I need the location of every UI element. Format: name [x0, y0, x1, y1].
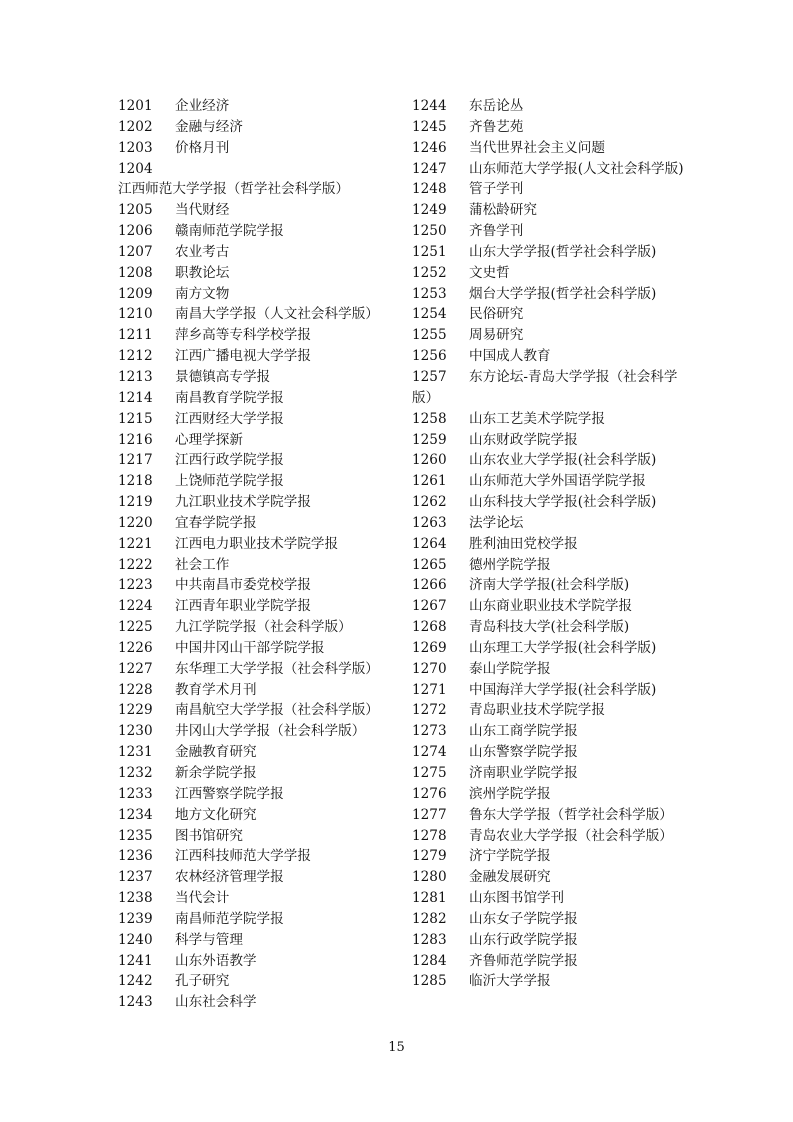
journal-entry [412, 763, 694, 784]
journal-number: 1254 [412, 306, 447, 323]
journal-title: 心理学探新 [175, 431, 243, 448]
journal-number: 1242 [118, 973, 153, 990]
journal-number: 1225 [118, 619, 153, 636]
journal-number: 1266 [412, 577, 447, 594]
journal-entry [412, 492, 694, 513]
journal-entry [118, 242, 400, 263]
journal-entry [118, 117, 400, 138]
journal-title: 山东工艺美术学院学报 [469, 410, 605, 427]
journal-entry [412, 450, 694, 471]
journal-title: 农林经济管理学报 [175, 869, 284, 886]
journal-number: 1210 [118, 306, 153, 323]
journal-number: 1217 [118, 452, 153, 469]
journal-title: 上饶师范学院学报 [175, 473, 284, 490]
journal-title: 民俗研究 [469, 306, 524, 323]
journal-title: 山东工商学院学报 [469, 723, 578, 740]
journal-number: 1283 [412, 931, 447, 948]
journal-number: 1271 [412, 681, 447, 698]
journal-title: 山东社会科学 [175, 994, 257, 1011]
journal-title: 宜春学院学报 [175, 514, 257, 531]
journal-title: 临沂大学学报 [469, 973, 551, 990]
journal-number: 1234 [118, 806, 153, 823]
journal-entry [412, 242, 694, 263]
journal-title: 江西广播电视大学学报 [175, 348, 311, 365]
journal-number: 1257 [412, 368, 447, 385]
journal-entry [118, 680, 400, 701]
journal-number: 1208 [118, 264, 153, 281]
journal-title: 江西警察学院学报 [175, 785, 284, 802]
journal-number: 1268 [412, 619, 447, 636]
journal-number: 1216 [118, 431, 153, 448]
journal-title: 孔子研究 [175, 973, 230, 990]
journal-number: 1253 [412, 285, 447, 302]
journal-number: 1260 [412, 452, 447, 469]
journal-entry [412, 596, 694, 617]
journal-entry [118, 450, 400, 471]
journal-number: 1274 [412, 744, 447, 761]
journal-title: 青岛职业技术学院学报 [469, 702, 605, 719]
journal-number: 1237 [118, 869, 153, 886]
journal-title: 图书馆研究 [175, 827, 243, 844]
journal-number: 1263 [412, 514, 447, 531]
journal-number: 1245 [412, 118, 447, 135]
left-column-list [118, 96, 400, 1013]
journal-entry [118, 846, 400, 867]
journal-entry [118, 805, 400, 826]
journal-title: 山东女子学院学报 [469, 910, 578, 927]
journal-entry [118, 200, 400, 221]
journal-number: 1223 [118, 577, 153, 594]
journal-entry [412, 409, 694, 430]
journal-title: 青岛科技大学(社会科学版) [469, 619, 630, 636]
journal-entry [118, 325, 400, 346]
journal-title: 南方文物 [175, 285, 230, 302]
journal-entry [118, 388, 400, 409]
journal-number: 1276 [412, 785, 447, 802]
journal-title: 济宁学院学报 [469, 848, 551, 865]
journal-title: 蒲松龄研究 [469, 202, 537, 219]
journal-number: 1285 [412, 973, 447, 990]
journal-entry [412, 284, 694, 305]
journal-title: 滨州学院学报 [469, 785, 551, 802]
journal-entry [412, 367, 694, 409]
journal-number: 1212 [118, 348, 153, 365]
journal-entry [118, 888, 400, 909]
journal-title: 鲁东大学学报（哲学社会科学版） [469, 806, 673, 823]
journal-number: 1215 [118, 410, 153, 427]
journal-number: 1220 [118, 514, 153, 531]
journal-number: 1284 [412, 952, 447, 969]
journal-number: 1209 [118, 285, 153, 302]
journal-title: 齐鲁学刊 [469, 223, 524, 240]
journal-title: 山东理工大学学报(社会科学版) [469, 639, 657, 656]
journal-title: 井冈山大学学报（社会科学版） [175, 723, 366, 740]
journal-number: 1207 [118, 243, 153, 260]
journal-number: 1213 [118, 368, 153, 385]
journal-number: 1235 [118, 827, 153, 844]
journal-entry [412, 263, 694, 284]
journal-title: 山东大学学报(哲学社会科学版) [469, 243, 657, 260]
journal-entry [412, 575, 694, 596]
journal-title: 南昌大学学报（人文社会科学版） [175, 306, 379, 323]
journal-number: 1203 [118, 139, 153, 156]
journal-title: 东华理工大学学报（社会科学版） [175, 660, 379, 677]
journal-title: 教育学术月刊 [175, 681, 257, 698]
journal-title: 江西电力职业技术学院学报 [175, 535, 339, 552]
journal-entry [412, 826, 694, 847]
journal-entry [412, 513, 694, 534]
journal-entry [412, 117, 694, 138]
journal-title: 济南大学学报(社会科学版) [469, 577, 630, 594]
journal-entry [412, 325, 694, 346]
journal-title: 江西财经大学学报 [175, 410, 284, 427]
journal-number: 1248 [412, 181, 447, 198]
journal-title: 江西师范大学学报（哲学社会科学版） [118, 181, 350, 198]
journal-number: 1265 [412, 556, 447, 573]
journal-entry [118, 138, 400, 159]
journal-title: 金融与经济 [175, 118, 243, 135]
journal-entry [118, 638, 400, 659]
journal-number: 1236 [118, 848, 153, 865]
journal-title: 齐鲁艺苑 [469, 118, 524, 135]
journal-entry [412, 909, 694, 930]
journal-number: 1214 [118, 389, 153, 406]
journal-entry [412, 700, 694, 721]
journal-entry [118, 867, 400, 888]
journal-number: 1233 [118, 785, 153, 802]
journal-title: 山东师范大学外国语学院学报 [469, 473, 646, 490]
journal-title: 东岳论丛 [469, 98, 524, 114]
journal-number: 1247 [412, 160, 447, 177]
journal-number: 1280 [412, 869, 447, 886]
journal-number: 1281 [412, 890, 447, 907]
journal-entry [412, 534, 694, 555]
journal-entry [118, 346, 400, 367]
journal-entry [118, 534, 400, 555]
journal-title: 中国井冈山干部学院学报 [175, 639, 325, 656]
journal-entry [118, 930, 400, 951]
journal-title: 南昌师范学院学报 [175, 910, 284, 927]
journal-title: 山东农业大学学报(社会科学版) [469, 452, 657, 469]
journal-title: 江西科技师范大学学报 [175, 848, 311, 865]
journal-entry [412, 680, 694, 701]
journal-title: 价格月刊 [175, 139, 230, 156]
journal-entry [412, 930, 694, 951]
journal-entry [412, 971, 694, 992]
journal-entry [412, 471, 694, 492]
journal-entry [118, 304, 400, 325]
journal-number: 1270 [412, 660, 447, 677]
journal-entry [118, 971, 400, 992]
journal-number: 1278 [412, 827, 447, 844]
journal-entry [412, 304, 694, 325]
journal-entry [118, 784, 400, 805]
journal-title: 金融教育研究 [175, 744, 257, 761]
journal-title: 山东财政学院学报 [469, 431, 578, 448]
journal-title: 周易研究 [469, 327, 524, 344]
journal-entry [412, 867, 694, 888]
journal-number: 1258 [412, 410, 447, 427]
journal-title: 管子学刊 [469, 181, 524, 198]
journal-number: 1273 [412, 723, 447, 740]
journal-title: 企业经济 [175, 98, 230, 114]
journal-title: 赣南师范学院学报 [175, 223, 284, 240]
journal-number: 1249 [412, 202, 447, 219]
journal-title: 新余学院学报 [175, 765, 257, 781]
journal-entry [118, 471, 400, 492]
journal-entry [412, 96, 694, 117]
journal-entry [118, 430, 400, 451]
journal-entry [412, 951, 694, 972]
journal-entry [118, 742, 400, 763]
journal-number: 1228 [118, 681, 153, 698]
journal-number: 1238 [118, 890, 153, 907]
journal-number: 1279 [412, 848, 447, 865]
journal-title: 科学与管理 [175, 931, 243, 948]
journal-entry [118, 700, 400, 721]
journal-entry [412, 346, 694, 367]
journal-entry [118, 96, 400, 117]
journal-entry [118, 159, 400, 201]
journal-entry [118, 617, 400, 638]
journal-title: 山东外语教学 [175, 952, 257, 969]
journal-number: 1259 [412, 431, 447, 448]
journal-entry [118, 513, 400, 534]
journal-number: 1251 [412, 243, 447, 260]
journal-number: 1229 [118, 702, 153, 719]
journal-number: 1222 [118, 556, 153, 573]
journal-entry [118, 409, 400, 430]
journal-entry [412, 617, 694, 638]
journal-number: 1202 [118, 118, 153, 135]
journal-number: 1282 [412, 910, 447, 927]
journal-title: 山东图书馆学刊 [469, 890, 565, 907]
journal-entry [412, 846, 694, 867]
journal-number: 1262 [412, 494, 447, 511]
journal-entry [118, 575, 400, 596]
journal-entry [412, 784, 694, 805]
journal-entry [412, 138, 694, 159]
right-column-list [412, 96, 694, 992]
journal-number: 1211 [118, 327, 153, 344]
journal-number: 1241 [118, 952, 153, 969]
journal-number: 1219 [118, 494, 153, 511]
journal-number: 1256 [412, 348, 447, 365]
journal-number: 1232 [118, 765, 153, 781]
journal-title: 中国成人教育 [469, 348, 551, 365]
page-number: 15 [388, 1040, 405, 1055]
journal-entry [412, 221, 694, 242]
journal-title: 山东师范大学学报(人文社会科学版) [469, 160, 684, 177]
journal-entry [118, 221, 400, 242]
journal-entry [412, 659, 694, 680]
journal-title: 景德镇高专学报 [175, 368, 271, 385]
journal-title: 山东科技大学学报(社会科学版) [469, 494, 657, 511]
journal-title: 中国海洋大学学报(社会科学版) [469, 681, 657, 698]
journal-number: 1269 [412, 639, 447, 656]
journal-number: 1206 [118, 223, 153, 240]
journal-entry [412, 555, 694, 576]
journal-entry [412, 200, 694, 221]
journal-number: 1218 [118, 473, 153, 490]
journal-title: 江西行政学院学报 [175, 452, 284, 469]
journal-entry [412, 179, 694, 200]
journal-number: 1231 [118, 744, 153, 761]
journal-title: 济南职业学院学报 [469, 765, 578, 781]
journal-number: 1239 [118, 910, 153, 927]
journal-title: 文史哲 [469, 264, 510, 281]
journal-entry [118, 951, 400, 972]
journal-number: 1277 [412, 806, 447, 823]
journal-number: 1264 [412, 535, 447, 552]
journal-number: 1240 [118, 931, 153, 948]
journal-entry [118, 909, 400, 930]
journal-entry [412, 888, 694, 909]
journal-title: 山东行政学院学报 [469, 931, 578, 948]
journal-title: 当代财经 [175, 202, 230, 219]
journal-title: 当代世界社会主义问题 [469, 139, 605, 156]
journal-title: 泰山学院学报 [469, 660, 551, 677]
journal-entry [118, 367, 400, 388]
journal-number: 1226 [118, 639, 153, 656]
journal-entry [118, 555, 400, 576]
journal-title: 法学论坛 [469, 514, 524, 531]
journal-number: 1204 [118, 160, 153, 177]
journal-title: 南昌教育学院学报 [175, 389, 284, 406]
journal-title: 九江学院学报（社会科学版） [175, 619, 352, 636]
journal-title: 农业考古 [175, 243, 230, 260]
journal-number: 1246 [412, 139, 447, 156]
journal-entry [118, 263, 400, 284]
journal-number: 1230 [118, 723, 153, 740]
journal-number: 1275 [412, 765, 447, 781]
journal-title: 齐鲁师范学院学报 [469, 952, 578, 969]
journal-title: 萍乡高等专科学校学报 [175, 327, 311, 344]
journal-title: 南昌航空大学学报（社会科学版） [175, 702, 379, 719]
journal-title: 山东警察学院学报 [469, 744, 578, 761]
journal-title: 东方论坛-青岛大学学报（社会科学版） [412, 368, 678, 406]
journal-title: 地方文化研究 [175, 806, 257, 823]
journal-title: 职教论坛 [175, 264, 230, 281]
journal-entry [118, 659, 400, 680]
journal-title: 江西青年职业学院学报 [175, 598, 311, 615]
journal-title: 九江职业技术学院学报 [175, 494, 311, 511]
journal-entry [118, 992, 400, 1013]
journal-title: 山东商业职业技术学院学报 [469, 598, 633, 615]
journal-title: 中共南昌市委党校学报 [175, 577, 311, 594]
journal-number: 1272 [412, 702, 447, 719]
journal-entry [412, 721, 694, 742]
journal-title: 社会工作 [175, 556, 230, 573]
journal-title: 金融发展研究 [469, 869, 551, 886]
journal-number: 1250 [412, 223, 447, 240]
journal-number: 1201 [118, 98, 153, 114]
journal-number: 1261 [412, 473, 447, 490]
journal-number: 1267 [412, 598, 447, 615]
journal-number: 1227 [118, 660, 153, 677]
journal-title: 当代会计 [175, 890, 230, 907]
journal-entry [118, 763, 400, 784]
journal-number: 1252 [412, 264, 447, 281]
journal-number: 1255 [412, 327, 447, 344]
journal-entry [118, 721, 400, 742]
journal-title: 青岛农业大学学报（社会科学版） [469, 827, 673, 844]
journal-entry [412, 159, 694, 180]
journal-entry [118, 826, 400, 847]
journal-number: 1221 [118, 535, 153, 552]
journal-title: 德州学院学报 [469, 556, 551, 573]
journal-entry [412, 805, 694, 826]
journal-entry [118, 492, 400, 513]
journal-entry [118, 284, 400, 305]
journal-number: 1243 [118, 994, 153, 1011]
journal-entry [118, 596, 400, 617]
journal-entry [412, 742, 694, 763]
journal-entry [412, 430, 694, 451]
journal-title: 烟台大学学报(哲学社会科学版) [469, 285, 657, 302]
journal-number: 1205 [118, 202, 153, 219]
journal-entry [412, 638, 694, 659]
journal-number: 1224 [118, 598, 153, 615]
journal-title: 胜利油田党校学报 [469, 535, 578, 552]
journal-number: 1244 [412, 98, 447, 114]
